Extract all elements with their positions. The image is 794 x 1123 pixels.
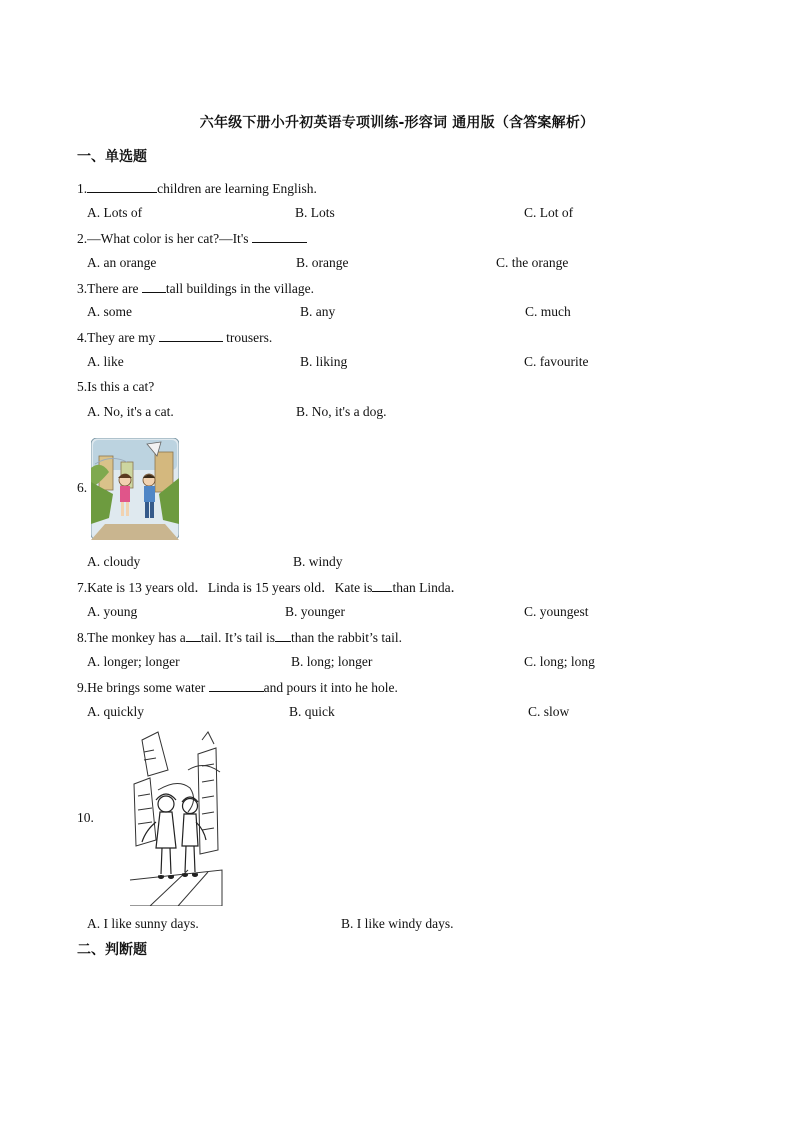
q1-option-b[interactable]: B. Lots: [295, 205, 335, 220]
q7-option-a[interactable]: A. young: [87, 604, 138, 619]
question-6-stem: [77, 479, 87, 497]
q3-option-c[interactable]: C. much: [525, 304, 571, 319]
q6-option-a[interactable]: A. cloudy: [87, 554, 141, 569]
q1-option-a[interactable]: A. Lots of: [87, 205, 143, 220]
question-number: 3.: [77, 281, 88, 296]
question-number: 7.: [77, 580, 88, 595]
question-text: children are learning English.: [157, 181, 317, 196]
answer-blank: [372, 578, 392, 592]
question-text: He brings some water: [87, 680, 209, 695]
question-text: The monkey has a: [87, 630, 186, 645]
question-text: trousers.: [222, 330, 273, 345]
question-1-stem: [77, 179, 317, 198]
question-number: 1.: [77, 181, 88, 196]
answer-blank: [209, 678, 264, 692]
question-5-stem: [77, 378, 154, 396]
q8-option-a[interactable]: A. longer; longer: [87, 654, 180, 669]
q4-option-c[interactable]: C. favourite: [524, 354, 589, 369]
q8-option-b[interactable]: B. long; longer: [291, 654, 373, 669]
question-number: 9.: [77, 680, 88, 695]
q2-option-a[interactable]: A. an orange: [87, 255, 157, 270]
page-title: 六年级下册小升初英语专项训练-形容词 通用版（含答案解析）: [199, 115, 595, 131]
question-text: tail. It’s tail is: [200, 630, 275, 645]
question-text: than the rabbit’s tail.: [290, 630, 402, 645]
question-2-stem: [77, 229, 307, 248]
question-number: 8.: [77, 630, 88, 645]
q9-option-b[interactable]: B. quick: [289, 704, 335, 719]
question-text: —What color is her cat?—It's: [87, 231, 252, 246]
q9-option-c[interactable]: C. slow: [528, 704, 570, 719]
question-text: than Linda．: [392, 580, 465, 595]
q10-option-b[interactable]: B. I like windy days.: [341, 916, 454, 931]
question-number: 5.: [77, 379, 88, 394]
q3-option-a[interactable]: A. some: [87, 304, 132, 319]
q1-option-c[interactable]: C. Lot of: [524, 205, 574, 220]
question-text: tall buildings in the village.: [165, 281, 314, 296]
answer-blank: [142, 279, 166, 293]
q7-option-c[interactable]: C. youngest: [524, 604, 589, 619]
q7-option-b[interactable]: B. younger: [285, 604, 345, 619]
q6-option-b[interactable]: B. windy: [293, 554, 343, 569]
windy-street-sketch-picture: [128, 730, 224, 906]
question-3-stem: [77, 279, 314, 298]
question-4-stem: [77, 328, 272, 347]
section-heading-true-false: 二、判断题: [77, 942, 147, 958]
question-text: and pours it into he hole.: [263, 680, 398, 695]
question-text: They are my: [87, 330, 159, 345]
question-text: There are: [87, 281, 142, 296]
question-10-stem: [77, 809, 94, 827]
question-text: Kate is 13 years old．Linda is 15 years old．Kate is: [87, 580, 373, 595]
windy-day-children-picture: [91, 438, 179, 540]
q4-option-a[interactable]: A. like: [87, 354, 124, 369]
q9-option-a[interactable]: A. quickly: [87, 704, 144, 719]
question-7-stem: [77, 578, 464, 597]
answer-blank: [87, 179, 157, 193]
question-text: Is this a cat?: [87, 379, 155, 394]
q10-option-a[interactable]: A. I like sunny days.: [87, 916, 199, 931]
answer-blank: [275, 628, 291, 642]
question-number: 10.: [77, 810, 94, 825]
answer-blank: [159, 328, 223, 342]
answer-blank: [186, 628, 201, 642]
answer-blank: [252, 229, 307, 243]
q4-option-b[interactable]: B. liking: [300, 354, 348, 369]
question-number: 6.: [77, 480, 88, 495]
section-heading-single-choice: 一、单选题: [77, 149, 147, 165]
q2-option-b[interactable]: B. orange: [296, 255, 349, 270]
question-9-stem: [77, 678, 398, 697]
q3-option-b[interactable]: B. any: [300, 304, 336, 319]
q2-option-c[interactable]: C. the orange: [496, 255, 569, 270]
question-number: 4.: [77, 330, 88, 345]
q5-option-a[interactable]: A. No, it's a cat.: [87, 404, 174, 419]
q8-option-c[interactable]: C. long; long: [524, 654, 595, 669]
question-8-stem: [77, 628, 402, 647]
question-number: 2.: [77, 231, 88, 246]
q5-option-b[interactable]: B. No, it's a dog.: [296, 404, 387, 419]
